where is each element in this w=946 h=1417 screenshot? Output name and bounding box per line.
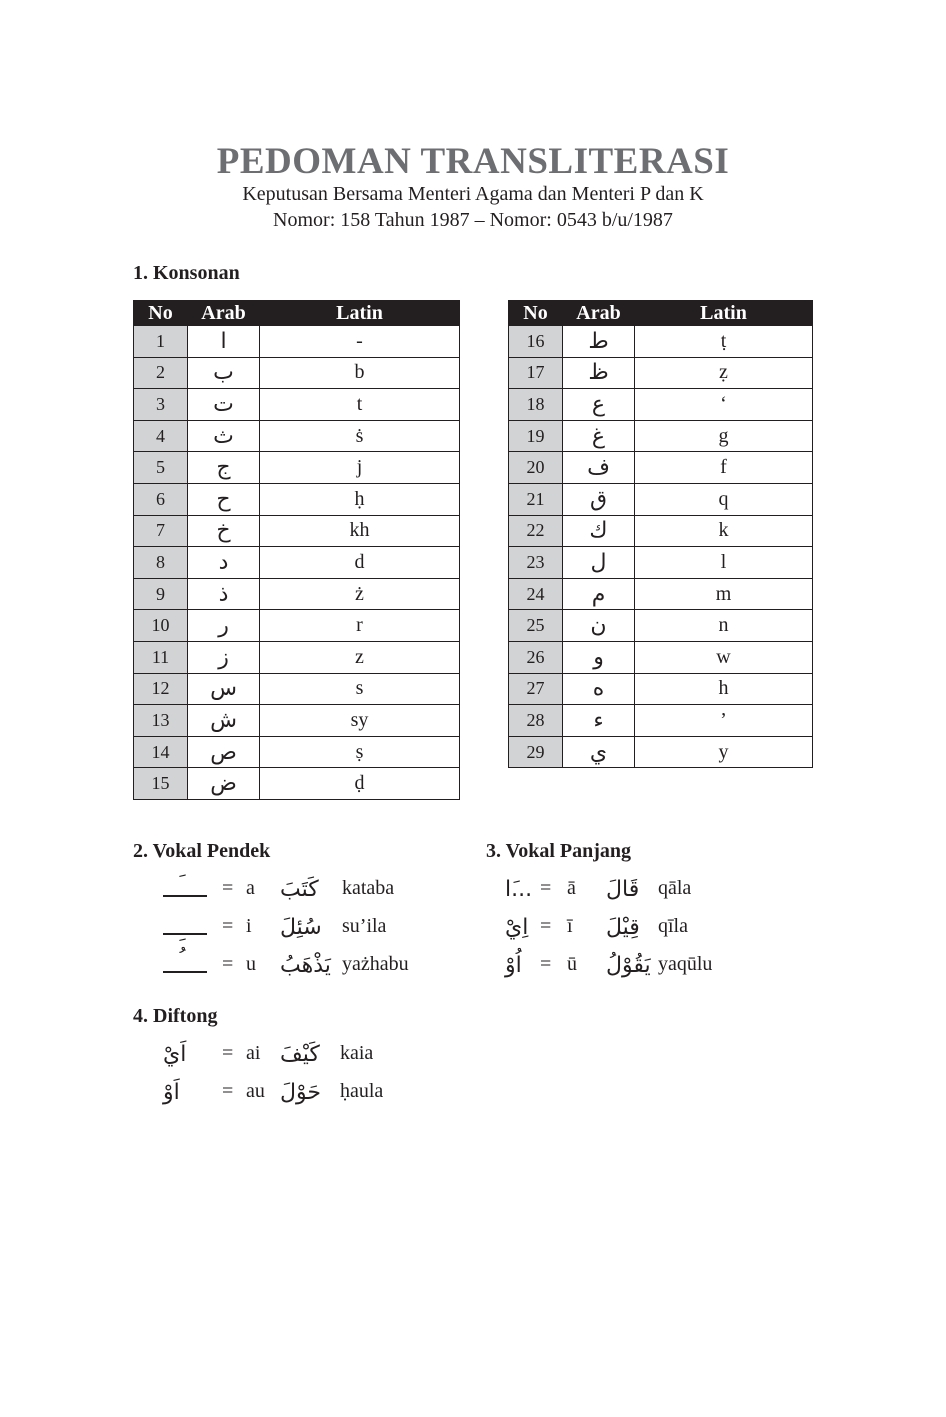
table-row	[509, 420, 813, 452]
vokal-panjang-row	[0, 953, 946, 983]
column-header-latin: Latin	[260, 301, 460, 326]
page-subtitle-decree: Keputusan Bersama Menteri Agama dan Menteri P dan K	[242, 183, 704, 205]
latin-example: yażhabu	[342, 953, 409, 975]
arabic-letter: ص	[188, 736, 260, 768]
table-row	[509, 705, 813, 737]
equals-sign: =	[540, 953, 552, 975]
arabic-example: كَتَبَ	[280, 877, 319, 902]
equals-sign: =	[222, 915, 234, 937]
arabic-example: قِيْلَ	[606, 915, 640, 940]
arabic-letter: ف	[563, 452, 635, 484]
latin-transliteration: ṣ	[260, 736, 460, 768]
row-number: 3	[134, 389, 188, 421]
arabic-letter: ء	[563, 705, 635, 737]
row-number: 15	[134, 768, 188, 800]
row-number: 1	[134, 326, 188, 358]
row-number: 22	[509, 515, 563, 547]
arabic-letter: ك	[563, 515, 635, 547]
row-number: 6	[134, 483, 188, 515]
latin-transliteration: ż	[260, 578, 460, 610]
table-row	[134, 547, 460, 579]
latin-example: yaqūlu	[658, 953, 713, 975]
arabic-letter: ق	[563, 483, 635, 515]
row-number: 8	[134, 547, 188, 579]
latin-example: qīla	[658, 915, 688, 937]
row-number: 7	[134, 515, 188, 547]
row-number: 27	[509, 673, 563, 705]
konsonan-table-right	[508, 300, 813, 768]
page-title: PEDOMAN TRANSLITERASI	[216, 141, 730, 182]
table-row	[134, 389, 460, 421]
diftong-row	[0, 1080, 946, 1110]
row-number: 13	[134, 705, 188, 737]
vowel-mark: اُوْ	[505, 953, 522, 978]
latin-transliteration: m	[635, 578, 813, 610]
table-row	[134, 705, 460, 737]
table-row	[509, 547, 813, 579]
latin-vowel: ū	[567, 953, 577, 975]
equals-sign: =	[222, 953, 234, 975]
row-number: 21	[509, 483, 563, 515]
table-row	[134, 326, 460, 358]
arabic-letter: ظ	[563, 357, 635, 389]
table-row	[509, 673, 813, 705]
row-number: 5	[134, 452, 188, 484]
arabic-letter: ش	[188, 705, 260, 737]
arabic-example: قَالَ	[606, 877, 640, 902]
arabic-letter: ع	[563, 389, 635, 421]
arabic-letter: ج	[188, 452, 260, 484]
arabic-letter: ز	[188, 641, 260, 673]
arabic-letter: د	[188, 547, 260, 579]
arabic-letter: ح	[188, 483, 260, 515]
row-number: 4	[134, 420, 188, 452]
row-number: 10	[134, 610, 188, 642]
latin-transliteration: ḥ	[260, 483, 460, 515]
arabic-letter: س	[188, 673, 260, 705]
table-row	[509, 515, 813, 547]
latin-transliteration: k	[635, 515, 813, 547]
arabic-example: حَوْلَ	[280, 1080, 321, 1105]
latin-transliteration: b	[260, 357, 460, 389]
vokal-panjang-heading: 3. Vokal Panjang	[486, 840, 632, 862]
table-row	[134, 610, 460, 642]
table-row	[509, 357, 813, 389]
latin-vowel: ā	[567, 877, 576, 899]
row-number: 12	[134, 673, 188, 705]
arabic-letter: ذ	[188, 578, 260, 610]
vokal-panjang-row	[0, 877, 946, 907]
equals-sign: =	[540, 915, 552, 937]
equals-sign: =	[222, 1042, 234, 1064]
latin-example: kaia	[340, 1042, 374, 1064]
column-header-no: No	[134, 301, 188, 326]
latin-example: su’ila	[342, 915, 387, 937]
latin-transliteration: ’	[635, 705, 813, 737]
row-number: 11	[134, 641, 188, 673]
page-subtitle-number: Nomor: 158 Tahun 1987 – Nomor: 0543 b/u/1987	[273, 209, 673, 231]
row-number: 14	[134, 736, 188, 768]
latin-transliteration: j	[260, 452, 460, 484]
latin-vowel: u	[246, 953, 256, 975]
arabic-letter: ل	[563, 547, 635, 579]
row-number: 24	[509, 578, 563, 610]
row-number: 19	[509, 420, 563, 452]
latin-vowel: a	[246, 877, 255, 899]
latin-vowel: ai	[246, 1042, 261, 1064]
table-row	[134, 483, 460, 515]
latin-transliteration: sy	[260, 705, 460, 737]
latin-transliteration: q	[635, 483, 813, 515]
arabic-example: يَذْهَبُ	[280, 953, 331, 978]
vowel-mark: اَوْ	[163, 1080, 180, 1105]
row-number: 29	[509, 736, 563, 768]
arabic-letter: ب	[188, 357, 260, 389]
column-header-no: No	[509, 301, 563, 326]
latin-vowel: ī	[567, 915, 573, 937]
table-row	[134, 420, 460, 452]
row-number: 28	[509, 705, 563, 737]
row-number: 25	[509, 610, 563, 642]
vowel-mark: اِيْ	[505, 915, 529, 940]
latin-vowel: au	[246, 1080, 265, 1102]
vokal-pendek-heading: 2. Vokal Pendek	[133, 840, 271, 862]
latin-example: ḥaula	[340, 1080, 384, 1102]
arabic-letter: و	[563, 641, 635, 673]
latin-transliteration: ṡ	[260, 420, 460, 452]
diftong-heading: 4. Diftong	[133, 1005, 218, 1027]
diftong-row	[0, 1042, 946, 1072]
table-row	[509, 326, 813, 358]
table-row	[134, 641, 460, 673]
arabic-letter: ط	[563, 326, 635, 358]
table-row	[134, 578, 460, 610]
table-row	[134, 736, 460, 768]
vowel-mark: اَيْ	[163, 1042, 187, 1067]
row-number: 16	[509, 326, 563, 358]
latin-example: qāla	[658, 877, 692, 899]
arabic-letter: خ	[188, 515, 260, 547]
row-number: 23	[509, 547, 563, 579]
latin-transliteration: z	[260, 641, 460, 673]
table-row	[134, 452, 460, 484]
column-header-arab: Arab	[188, 301, 260, 326]
row-number: 18	[509, 389, 563, 421]
latin-transliteration: f	[635, 452, 813, 484]
vowel-mark: ...َا	[505, 877, 533, 902]
konsonan-table-left	[133, 300, 460, 800]
row-number: 26	[509, 641, 563, 673]
row-number: 2	[134, 357, 188, 389]
arabic-example: يَقُوْلُ	[606, 953, 651, 978]
arabic-letter: ي	[563, 736, 635, 768]
latin-transliteration: kh	[260, 515, 460, 547]
latin-transliteration: ḍ	[260, 768, 460, 800]
latin-vowel: i	[246, 915, 252, 937]
table-row	[509, 641, 813, 673]
table-row	[134, 768, 460, 800]
arabic-letter: ا	[188, 326, 260, 358]
latin-transliteration: h	[635, 673, 813, 705]
table-row	[509, 578, 813, 610]
vokal-panjang-row	[0, 915, 946, 945]
table-row	[134, 357, 460, 389]
row-number: 20	[509, 452, 563, 484]
latin-transliteration: ẓ	[635, 357, 813, 389]
latin-transliteration: w	[635, 641, 813, 673]
arabic-letter: ن	[563, 610, 635, 642]
column-header-latin: Latin	[635, 301, 813, 326]
table-row	[509, 736, 813, 768]
table-row	[509, 483, 813, 515]
equals-sign: =	[222, 1080, 234, 1102]
row-number: 9	[134, 578, 188, 610]
latin-transliteration: ṭ	[635, 326, 813, 358]
table-row	[509, 452, 813, 484]
arabic-letter: ت	[188, 389, 260, 421]
arabic-letter: ض	[188, 768, 260, 800]
equals-sign: =	[222, 877, 234, 899]
latin-transliteration: ‘	[635, 389, 813, 421]
table-row	[134, 673, 460, 705]
arabic-example: سُئِلَ	[280, 915, 322, 940]
column-header-arab: Arab	[563, 301, 635, 326]
konsonan-heading: 1. Konsonan	[133, 262, 240, 284]
table-row	[509, 389, 813, 421]
arabic-letter: م	[563, 578, 635, 610]
row-number: 17	[509, 357, 563, 389]
arabic-example: كَيْفَ	[280, 1042, 320, 1067]
latin-transliteration: r	[260, 610, 460, 642]
latin-transliteration: g	[635, 420, 813, 452]
latin-transliteration: n	[635, 610, 813, 642]
latin-transliteration: -	[260, 326, 460, 358]
arabic-letter: ه	[563, 673, 635, 705]
latin-transliteration: l	[635, 547, 813, 579]
equals-sign: =	[540, 877, 552, 899]
table-row	[134, 515, 460, 547]
latin-transliteration: d	[260, 547, 460, 579]
latin-transliteration: s	[260, 673, 460, 705]
latin-example: kataba	[342, 877, 395, 899]
latin-transliteration: t	[260, 389, 460, 421]
latin-transliteration: y	[635, 736, 813, 768]
arabic-letter: ث	[188, 420, 260, 452]
table-row	[509, 610, 813, 642]
arabic-letter: ر	[188, 610, 260, 642]
arabic-letter: غ	[563, 420, 635, 452]
